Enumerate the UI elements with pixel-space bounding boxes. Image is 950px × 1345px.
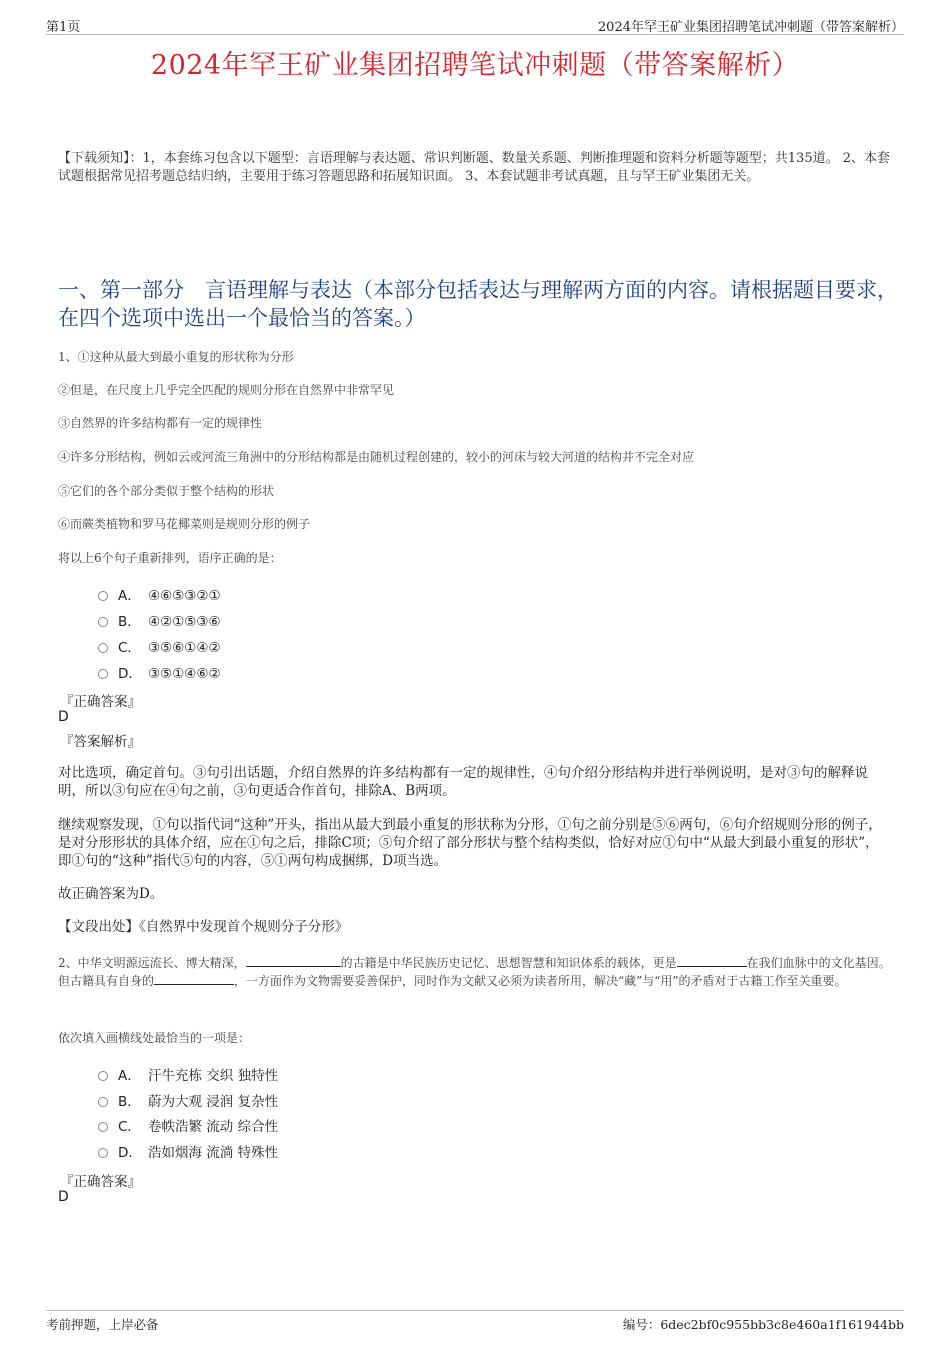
- q2-option-b[interactable]: B． 蔚为大观 浸润 复杂性: [98, 1090, 278, 1110]
- q2-option-d[interactable]: D． 浩如烟海 流淌 特殊性: [98, 1141, 278, 1161]
- q1-option-d[interactable]: D． ③⑤①④⑥②: [98, 662, 221, 682]
- q1-source: 【文段出处】《自然界中发现首个规则分子分形》: [58, 919, 349, 935]
- q1-analysis-tag: 『答案解析』: [60, 734, 141, 750]
- q1-sentence-6: ⑥而蕨类植物和罗马花椰菜则是规则分形的例子: [58, 517, 311, 531]
- q1-sentence-5: ⑤它们的各个部分类似于整个结构的形状: [58, 484, 275, 498]
- q1-answer: D: [58, 709, 69, 725]
- radio-icon[interactable]: [98, 1071, 108, 1081]
- q2-blank-1: [246, 954, 341, 967]
- q1-sentence-4: ④许多分形结构，例如云或河流三角洲中的分形结构都是由随机过程创建的，较小的河床与较大河道的结构并不完全对应: [58, 450, 695, 464]
- q1-option-c[interactable]: C． ③⑤⑥①④②: [98, 636, 221, 656]
- q1-answer-tag: 『正确答案』: [60, 694, 141, 710]
- q2-option-a[interactable]: A． 汗牛充栋 交织 独特性: [98, 1064, 278, 1084]
- q1-analysis-3: 故正确答案为D。: [58, 886, 164, 902]
- radio-icon[interactable]: [98, 1148, 108, 1158]
- radio-icon[interactable]: [98, 643, 108, 653]
- radio-icon[interactable]: [98, 591, 108, 601]
- q2-blank-3: [154, 972, 234, 985]
- radio-icon[interactable]: [98, 1122, 108, 1132]
- q2-option-c[interactable]: C． 卷帙浩繁 流动 综合性: [98, 1115, 278, 1135]
- q2-answer-tag: 『正确答案』: [60, 1174, 141, 1190]
- q1-sentence-3: ③自然界的许多结构都有一定的规律性: [58, 416, 263, 430]
- q1-option-a[interactable]: A． ④⑥⑤③②①: [98, 584, 221, 604]
- header-doc-title: 2024年罕王矿业集团招聘笔试冲刺题（带答案解析）: [597, 20, 904, 35]
- q2-blank-2: [677, 954, 747, 967]
- q1-option-b[interactable]: B． ④②①⑤③⑥: [98, 610, 221, 630]
- q1-analysis-2: 继续观察发现，①句以指代词“这种”开头，指出从最大到最小重复的形状称为分形，①句之前分别是⑤⑥两句，⑥句介绍规则分形的例子，是对分形形状的具体介绍，应在①句之后，排除C项；⑤句介绍了部分形状与整个结构类似，恰好对应①句中“从最大到最小重复的形状”，即①句的“这种”指代⑤句的内容，⑤①两句构成捆绑，D项当选。: [58, 817, 882, 869]
- radio-icon[interactable]: [98, 1097, 108, 1107]
- download-notice: 【下载须知】：1，本套练习包含以下题型：言语理解与表达题、常识判断题、数量关系题、判断推理题和资料分析题等题型；共135道。 2、本套试题根据常见招考题总结归纳，主要用于练习答题思路和拓展知识面。 3、本套试题非考试真题，且与罕王矿业集团无关。: [58, 151, 890, 184]
- q2-stem: 2、中华文明源远流长、博大精深， 的古籍是中华民族历史记忆、思想智慧和知识体系的载体，更是 在我们血脉中的文化基因。但古籍具有自身的 ，一方面作为文物需要妥善保护，同时作为文献又必须为读者所用，解决“藏”与“用”的矛盾对于古籍工作至关重要。: [58, 956, 891, 988]
- page-header: [46, 14, 904, 35]
- q1-sentence-2: ②但是，在尺度上几乎完全匹配的规则分形在自然界中非常罕见: [58, 383, 395, 397]
- document-title: 2024年罕王矿业集团招聘笔试冲刺题（带答案解析）: [150, 50, 800, 81]
- radio-icon[interactable]: [98, 617, 108, 627]
- page-number: 第1页: [46, 20, 81, 35]
- q1-sentence-1: 1、①这种从最大到最小重复的形状称为分形: [58, 350, 294, 364]
- radio-icon[interactable]: [98, 669, 108, 679]
- q2-answer: D: [58, 1189, 69, 1205]
- q1-prompt: 将以上6个句子重新排列，语序正确的是：: [58, 551, 282, 565]
- q1-analysis-1: 对比选项，确定首句。③句引出话题，介绍自然界的许多结构都有一定的规律性，④句介绍分形结构并进行举例说明，是对③句的解释说明，所以③句应在④句之前，③句更适合作首句，排除A、B两项。: [58, 765, 868, 799]
- q2-prompt: 依次填入画横线处最恰当的一项是：: [58, 1031, 251, 1045]
- page-footer: [46, 1310, 904, 1335]
- section-heading: 一、第一部分 言语理解与表达（本部分包括表达与理解两方面的内容。请根据题目要求，在四个选项中选出一个最恰当的答案。）: [58, 278, 898, 330]
- footer-slogan: 考前押题，上岸必备: [46, 1317, 159, 1332]
- footer-doc-id: 编号：6dec2bf0c955bb3c8e460a1f161944bb: [622, 1317, 904, 1332]
